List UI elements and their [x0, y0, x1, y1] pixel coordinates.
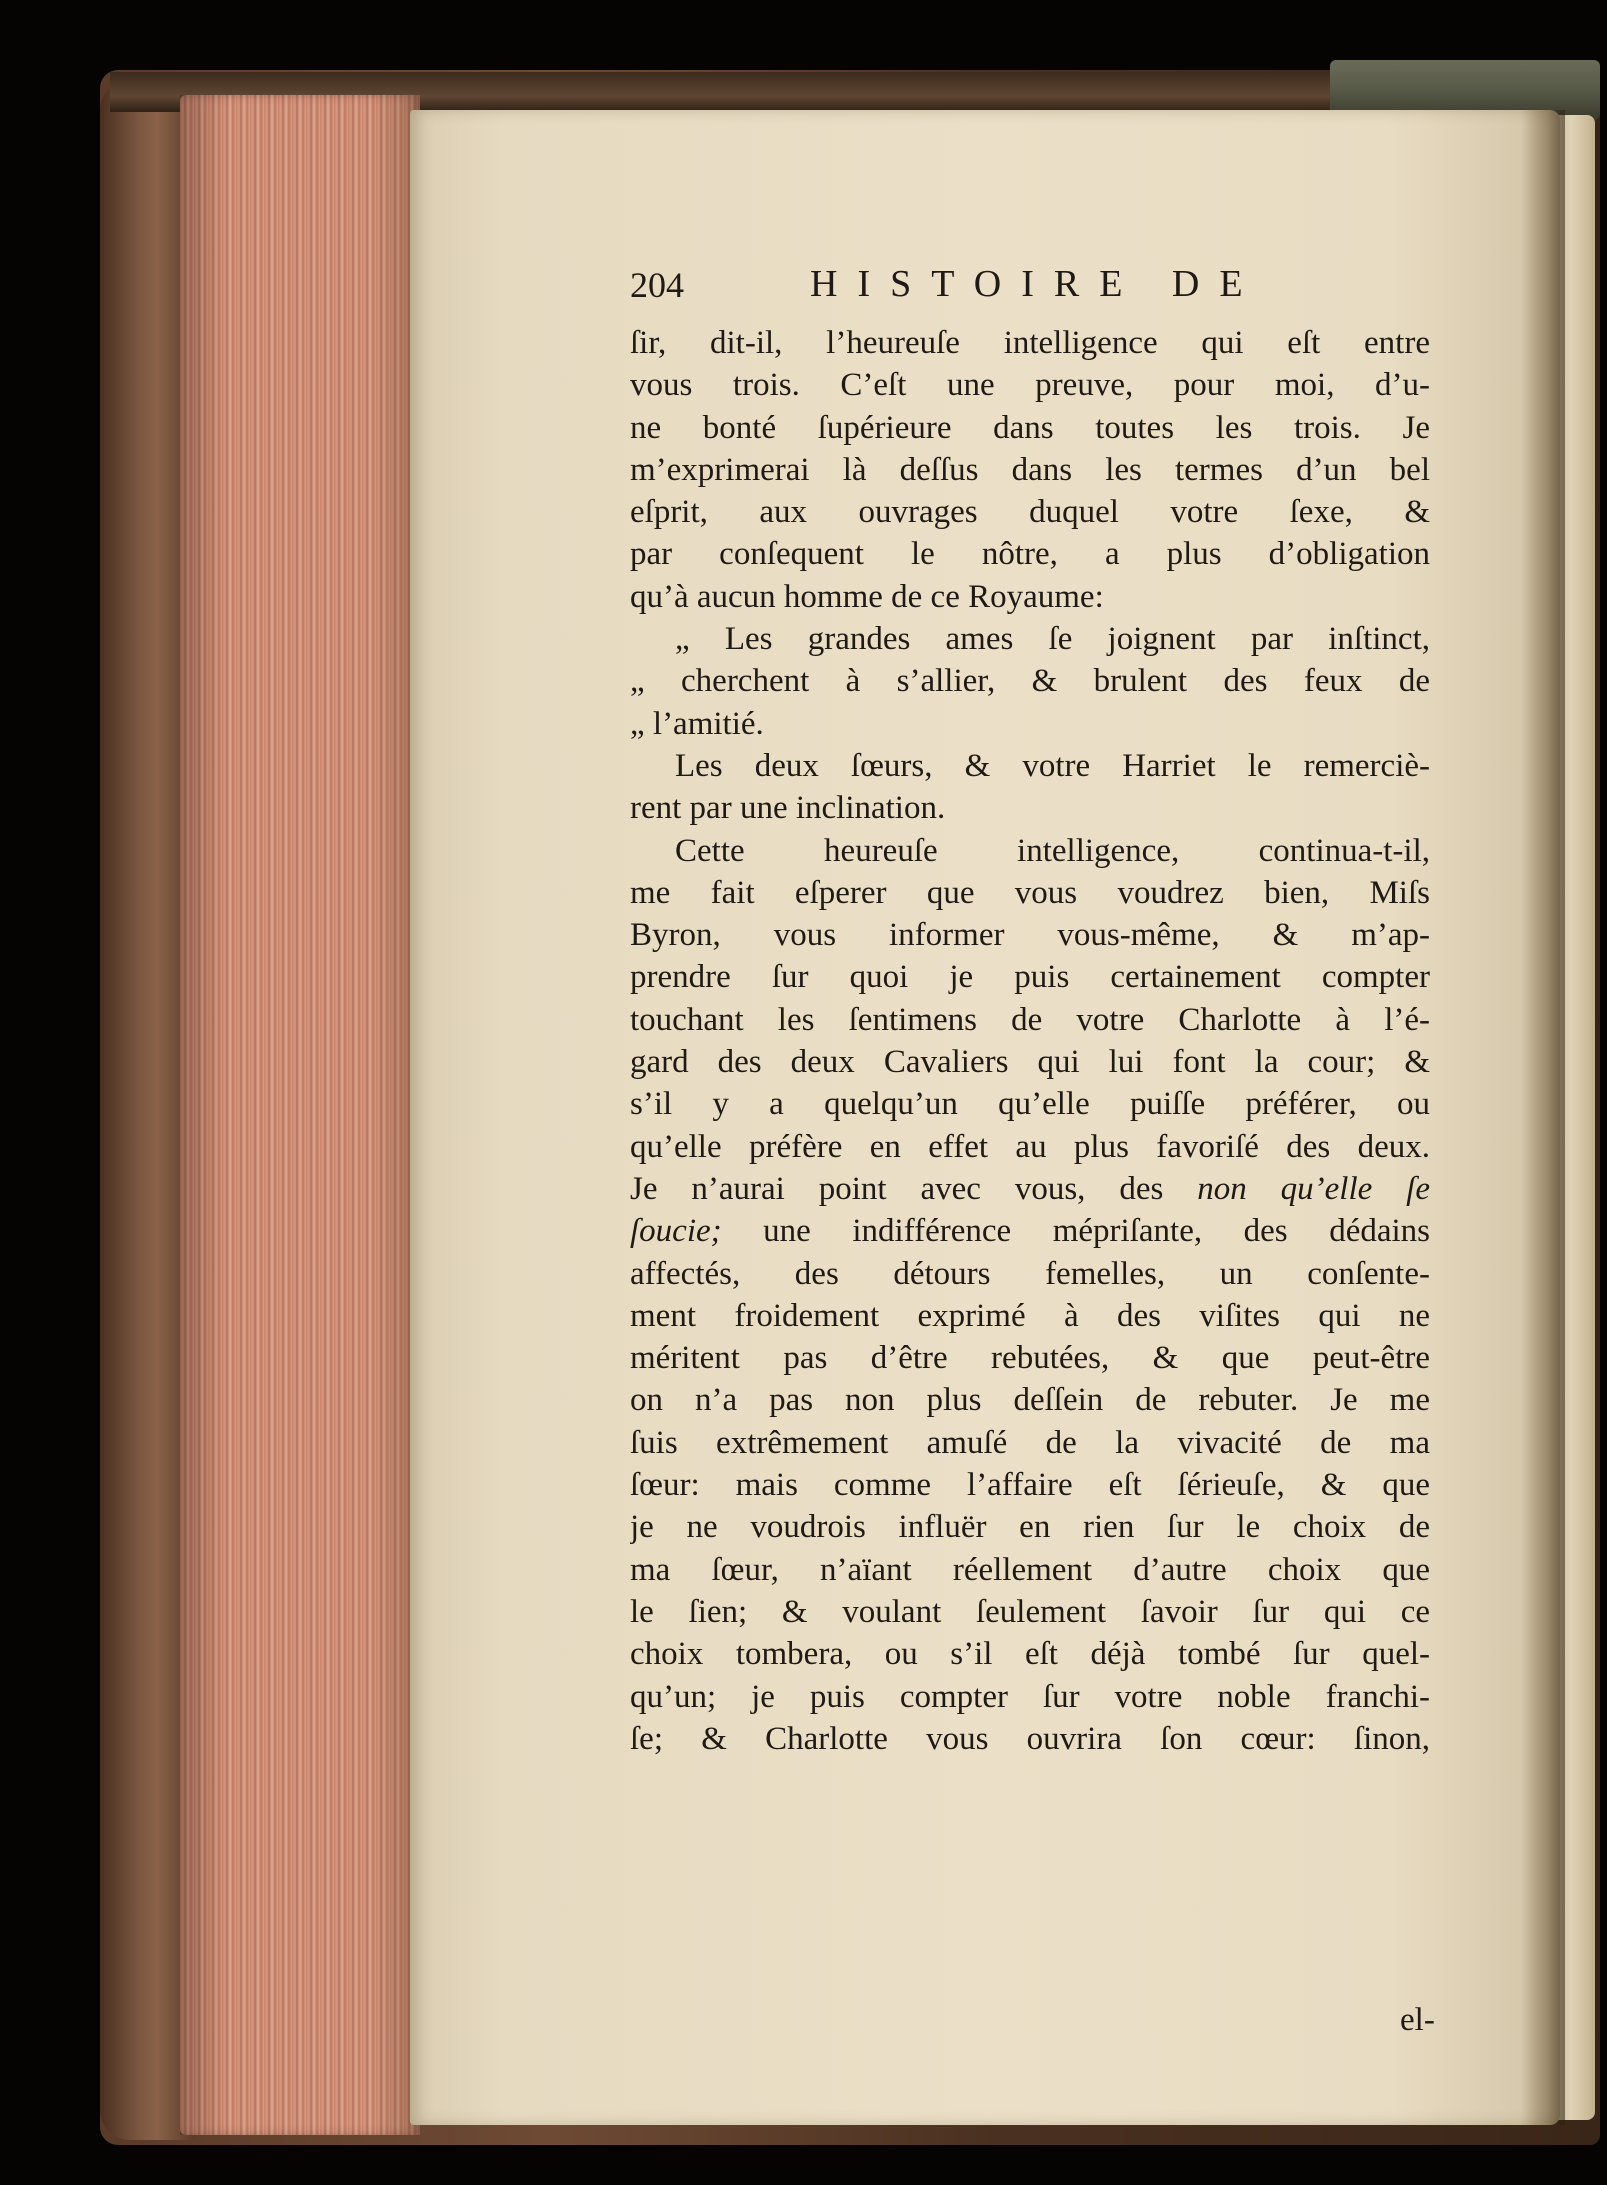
- text-segment: Je n’aurai point avec vous, des: [630, 1170, 1198, 1207]
- text-line: ſuis extrêmement amuſé de la vivacité de ma: [630, 1424, 1430, 1461]
- text-line: ne bonté ſupérieure dans toutes les trois. Je: [630, 409, 1430, 446]
- quote-line: „ Les grandes ames ſe joignent par inſtinct,: [675, 621, 1430, 658]
- text-line: ment froidement exprimé à des viſites qui ne: [630, 1297, 1430, 1334]
- italic-phrase: ſoucie;: [630, 1213, 722, 1250]
- text-line: gard des deux Cavaliers qui lui font la cour; &: [630, 1044, 1430, 1081]
- text-line: vous trois. C’eſt une preuve, pour moi, d’u-: [630, 367, 1430, 404]
- text-line: [630, 1168, 1430, 1210]
- text-line: Cette heureuſe intelligence, continua-t-il,: [675, 832, 1430, 869]
- running-title: HISTOIRE DE: [810, 263, 1263, 305]
- text-line: ſir, dit-il, l’heureuſe intelligence qui eſt entre: [630, 325, 1430, 361]
- text-line: qu’un; je puis compter ſur votre noble franchi-: [630, 1678, 1430, 1715]
- text-line: méritent pas d’être rebutées, & que peut-être: [630, 1340, 1430, 1377]
- text-line: [630, 1210, 1430, 1252]
- text-line: qu’elle préfère en effet au plus favoriſé des deux.: [630, 1128, 1430, 1165]
- catchword: el-: [1400, 2002, 1435, 2038]
- text-line: le ſien; & voulant ſeulement ſavoir ſur qui ce: [630, 1593, 1430, 1630]
- text-line: on n’a pas non plus deſſein de rebuter. Je me: [630, 1382, 1430, 1419]
- text-line: ma ſœur, n’aïant réellement d’autre choix que: [630, 1551, 1430, 1588]
- text-line: m’exprimerai là deſſus dans les termes d’un bel: [630, 451, 1430, 488]
- text-line: touchant les ſentimens de votre Charlotte à l’é-: [630, 1001, 1430, 1038]
- page-edges-shade: [180, 95, 420, 2135]
- text-line: qu’à aucun homme de ce Royaume:: [630, 578, 1104, 615]
- text-line: Les deux ſœurs, & votre Harriet le remerciè-: [675, 747, 1430, 784]
- text-line: s’il y a quelqu’un qu’elle puiſſe préférer, ou: [630, 1086, 1430, 1123]
- text-line: eſprit, aux ouvrages duquel votre ſexe, &: [630, 494, 1430, 531]
- text-line: rent par une inclination.: [630, 790, 946, 827]
- page-number: 204: [630, 265, 684, 305]
- page-header: [630, 262, 1430, 308]
- text-line: me fait eſperer que vous voudrez bien, Miſs: [630, 874, 1430, 911]
- quote-line: „ cherchent à s’allier, & brulent des feux de: [630, 663, 1430, 700]
- italic-phrase: non qu’elle ſe: [1197, 1170, 1430, 1207]
- body-text: [630, 322, 1430, 1760]
- text-line: prendre ſur quoi je puis certainement compter: [630, 959, 1430, 996]
- text-line: ſœur: mais comme l’affaire eſt ſérieuſe, & que: [630, 1467, 1430, 1504]
- text-line: affectés, des détours femelles, un conſente-: [630, 1255, 1430, 1292]
- text-segment: une indifférence mépriſante, des dédains: [721, 1213, 1430, 1250]
- text-line: choix tombera, ou s’il eſt déjà tombé ſur quel-: [630, 1636, 1430, 1673]
- text-line: ſe; & Charlotte vous ouvrira ſon cœur: ſinon,: [630, 1720, 1430, 1757]
- quote-line: „ l’amitié.: [630, 705, 764, 742]
- text-line: Byron, vous informer vous-même, & m’ap-: [630, 917, 1430, 954]
- text-line: par conſequent le nôtre, a plus d’obligation: [630, 536, 1430, 573]
- page-gutter-shadow: [1520, 110, 1565, 2125]
- text-line: je ne voudrois influër en rien ſur le choix de: [630, 1509, 1430, 1546]
